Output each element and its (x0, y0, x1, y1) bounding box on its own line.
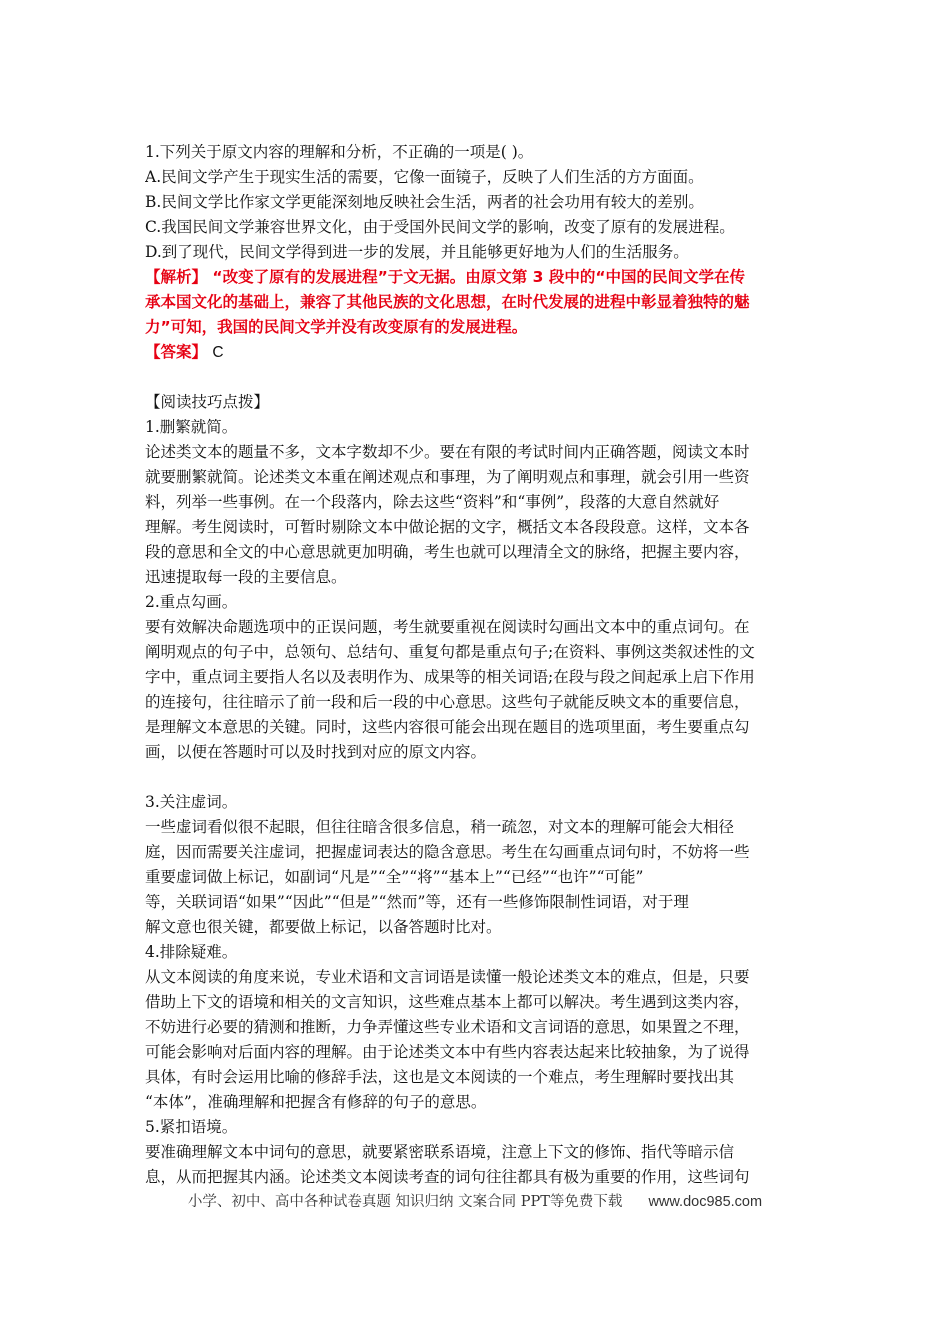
section-title: 3.关注虚词。 (145, 793, 238, 811)
paragraph-line: 重要虚词做上标记，如副词“凡是”“全”“将”“基本上”“已经”“也许”“可能” (145, 868, 644, 886)
paragraph-line: 的连接句，往往暗示了前一段和后一段的中心意思。这些句子就能反映文本的重要信息， (145, 693, 750, 711)
tips-heading: 【阅读技巧点拨】 (145, 393, 270, 411)
paragraph-line: 段的意思和全文的中心意思就更加明确，考生也就可以理清全文的脉络，把握主要内容， (145, 543, 750, 561)
document-body (145, 140, 817, 1190)
answer-label: 【答案】 (145, 343, 213, 361)
option-c: C.我国民间文学兼容世界文化，由于受国外民间文学的影响，改变了原有的发展进程。 (145, 218, 735, 236)
paragraph-line: 是理解文本意思的关键。同时，这些内容很可能会出现在题目的选项里面，考生要重点勾 (145, 718, 750, 736)
section-title: 5.紧扣语境。 (145, 1118, 238, 1136)
question-stem: 1.下列关于原文内容的理解和分析，不正确的一项是( )。 (145, 143, 534, 161)
paragraph-line: 可能会影响对后面内容的理解。由于论述类文本中有些内容表达起来比较抽象，为了说得 (145, 1043, 750, 1061)
analysis-line: 【解析】 “改变了原有的发展进程”于文无据。由原文第 3 段中的“中国的民间文学在传 (145, 268, 746, 286)
answer-value: C (212, 344, 224, 361)
paragraph-line: 息，从而把握其内涵。论述类文本阅读考查的词句往往都具有极为重要的作用，这些词句 (145, 1168, 750, 1186)
option-d: D.到了现代，民间文学得到进一步的发展，并且能够更好地为人们的生活服务。 (145, 243, 689, 261)
paragraph-line: 从文本阅读的角度来说，专业术语和文言词语是读懂一般论述类文本的难点，但是，只要 (145, 968, 750, 986)
paragraph-line: 解文意也很关键，都要做上标记，以备答题时比对。 (145, 918, 502, 936)
paragraph-line: 庭，因而需要关注虚词，把握虚词表达的隐含意思。考生在勾画重点词句时，不妨将一些 (145, 843, 750, 861)
analysis-line: 力”可知，我国的民间文学并没有改变原有的发展进程。 (145, 318, 528, 336)
paragraph-line: 理解。考生阅读时，可暂时剔除文本中做论据的文字，概括文本各段段意。这样，文本各 (145, 518, 750, 536)
paragraph-line: 一些虚词看似很不起眼，但往往暗含很多信息，稍一疏忽，对文本的理解可能会大相径 (145, 818, 735, 836)
paragraph-line: 要准确理解文本中词句的意思，就要紧密联系语境，注意上下文的修饰、指代等暗示信 (145, 1143, 735, 1161)
paragraph-line: 论述类文本的题量不多，文本字数却不少。要在有限的考试时间内正确答题，阅读文本时 (145, 443, 750, 461)
paragraph-line: 画，以便在答题时可以及时找到对应的原文内容。 (145, 743, 487, 761)
page-footer (0, 1190, 950, 1211)
section-title: 2.重点勾画。 (145, 593, 238, 611)
paragraph-line: 阐明观点的句子中，总领句、总结句、重复句都是重点句子;在资料、事例这类叙述性的文 (145, 643, 755, 661)
paragraph-line: 迅速提取每一段的主要信息。 (145, 568, 347, 586)
paragraph-line: “本体”，准确理解和把握含有修辞的句子的意思。 (145, 1093, 487, 1111)
analysis-line: 承本国文化的基础上，兼容了其他民族的文化思想，在时代发展的进程中彰显着独特的魅 (145, 293, 750, 311)
paragraph-line: 借助上下文的语境和相关的文言知识，这些难点基本上都可以解决。考生遇到这类内容， (145, 993, 750, 1011)
footer-text: 小学、初中、高中各种试卷真题 知识归纳 文案合同 PPT等免费下载 (187, 1194, 623, 1210)
answer-line (145, 340, 817, 365)
paragraph-line: 字中，重点词主要指人名以及表明作为、成果等的相关词语;在段与段之间起承上启下作用 (145, 668, 755, 686)
paragraph-line: 具体，有时会运用比喻的修辞手法，这也是文本阅读的一个难点，考生理解时要找出其 (145, 1068, 735, 1086)
paragraph-line: 要有效解决命题选项中的正误问题，考生就要重视在阅读时勾画出文本中的重点词句。在 (145, 618, 750, 636)
footer-url[interactable]: www.doc985.com (648, 1194, 763, 1210)
section-title: 4.排除疑难。 (145, 943, 238, 961)
paragraph-line: 等，关联词语“如果”“因此”“但是”“然而”等，还有一些修饰限制性词语，对于理 (145, 893, 689, 911)
option-a: A.民间文学产生于现实生活的需要，它像一面镜子，反映了人们生活的方方面面。 (145, 168, 704, 186)
section-title: 1.删繁就简。 (145, 418, 238, 436)
paragraph-line: 就要删繁就简。论述类文本重在阐述观点和事理，为了阐明观点和事理，就会引用一些资 (145, 468, 750, 486)
option-b: B.民间文学比作家文学更能深刻地反映社会生活，两者的社会功用有较大的差别。 (145, 193, 704, 211)
paragraph-line: 料，列举一些事例。在一个段落内，除去这些“资料”和“事例”，段落的大意自然就好 (145, 493, 720, 511)
paragraph-line: 不妨进行必要的猜测和推断，力争弄懂这些专业术语和文言词语的意思，如果置之不理， (145, 1018, 750, 1036)
